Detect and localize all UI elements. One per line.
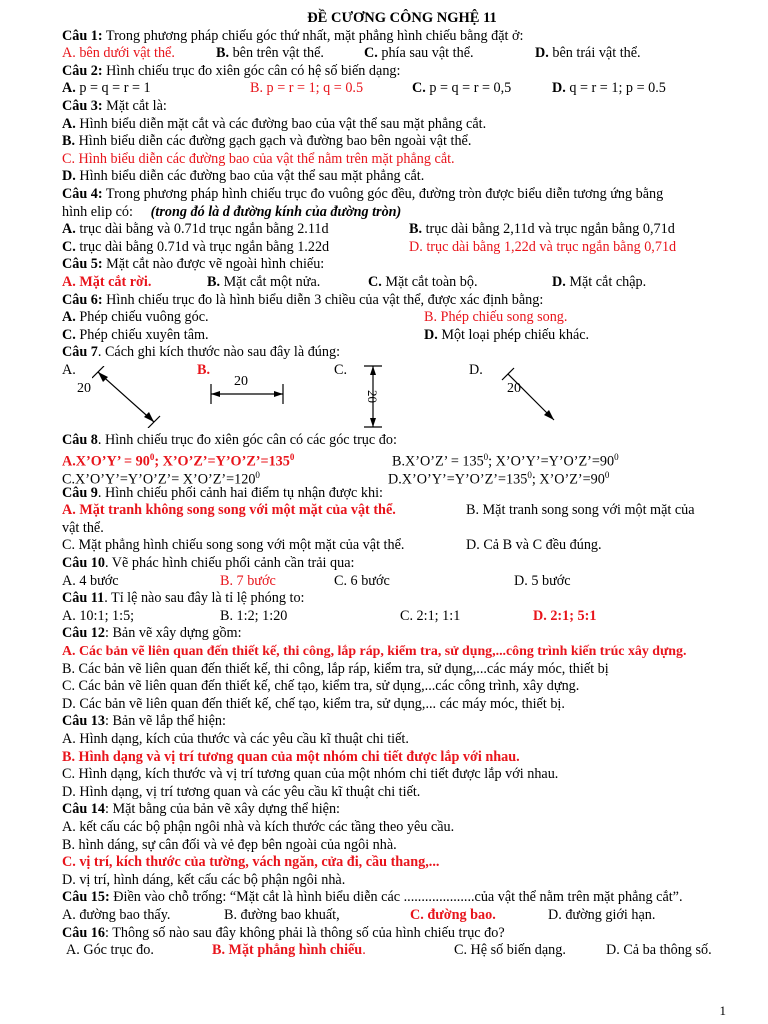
options-row xyxy=(62,309,742,327)
option-d: D. Hình dạng, vị trí tương quan và các yêu cầu kĩ thuật chi tiết. xyxy=(62,783,421,800)
option-c: C. Phép chiếu xuyên tâm. xyxy=(62,326,209,343)
option-b: B. Hình biểu diễn các đường gạch gạch và đường bao bên ngoài vật thể. xyxy=(62,133,472,150)
option-c: C. p = q = r = 0,5 xyxy=(412,80,512,97)
options-row xyxy=(62,573,742,591)
option-a: A.X’O’Y’ = $90^0$; $X’O’Z’=Y’O’Z’=135^0$ xyxy=(62,452,295,471)
option-a: A. kết cấu các bộ phận ngôi nhà và kích thước các tầng theo yêu cầu. xyxy=(62,818,455,835)
option-b: B. 7 bước xyxy=(220,572,276,589)
figure-a-dimension: 20 xyxy=(77,380,91,396)
question-text: Trong phương pháp chiếu góc thứ nhất, mặt phẳng hình chiếu bằng đặt ở: xyxy=(102,27,524,44)
question-text: Mặt cắt nào được vẽ ngoài hình chiếu: xyxy=(102,256,325,273)
option-b: B. Mặt tranh song song với một mặt của xyxy=(466,502,695,519)
options-row xyxy=(62,221,742,239)
options-row xyxy=(62,449,742,471)
question-1 xyxy=(62,28,742,46)
option-d: D. trục dài bằng 1,22d và trục ngắn bằng 0,71d xyxy=(409,238,677,255)
question-text: Trong phương pháp hình chiếu trục đo vuông góc đều, đường tròn được biểu diễn tương ứng bằng xyxy=(102,185,664,202)
option-c: C. đường bao. xyxy=(410,906,496,923)
figure-d-label: D. xyxy=(469,361,483,378)
question-text: . Vẽ phác hình chiếu phối cảnh cần trải qua: xyxy=(104,555,355,572)
option-b: B. Mặt cắt một nửa. xyxy=(207,273,321,290)
question-4-continued: hình elip có: (trong đó là d đường kính của đường tròn) xyxy=(62,203,402,220)
option-b: B.X’O’Z’ = $135^0$; $X’O’Y’=Y’O’Z’=90^0$ xyxy=(392,452,619,471)
option-b: B. đường bao khuất, xyxy=(224,906,340,923)
option-a: A. bên dưới vật thể. xyxy=(62,45,175,62)
question-15 xyxy=(62,889,742,907)
question-label: Câu 2: xyxy=(62,62,103,79)
figure-c-label: C. xyxy=(334,361,348,378)
option-d: D. Mặt cắt chập. xyxy=(552,273,647,290)
option-a: A. Phép chiếu vuông góc. xyxy=(62,309,209,326)
option-c: C. Hệ số biến dạng. xyxy=(454,942,566,959)
option-a: A. 10:1; 1:5; xyxy=(62,607,135,624)
figure-c-dimension: 20 xyxy=(365,389,380,403)
option-b: B. p = r = 1; q = 0.5 xyxy=(250,80,364,97)
option-c: C.X’O’Y’=Y’O’Z’= $X’O’Z’=120^0$ xyxy=(62,470,260,488)
option-d: D. Cả ba thông số. xyxy=(606,942,712,959)
options-row xyxy=(62,907,742,925)
option-c: C. Mặt cắt toàn bộ. xyxy=(368,273,478,290)
figure-b-dimension: 20 xyxy=(234,373,248,389)
option-b: B. Các bản vẽ liên quan đến thiết kế, thi công, lắp ráp, kiểm tra, sử dụng,...các máy móc, thiết bị xyxy=(62,660,609,677)
option-c: C. Hình dạng, kích thước và vị trí tương quan của một nhóm chi tiết được lắp với nhau. xyxy=(62,766,559,783)
options-row xyxy=(62,45,742,63)
options-row xyxy=(62,467,742,488)
option-b: B. hình dáng, sự cân đối và vẻ đẹp bên ngoài của ngôi nhà. xyxy=(62,836,397,853)
question-label: Câu 14 xyxy=(62,801,105,818)
figure-c-drawing xyxy=(362,364,384,430)
question-3 xyxy=(62,98,742,116)
option-c: C. Các bản vẽ liên quan đến thiết kế, chế tạo, kiểm tra, sử dụng,...các công trình, xây dựng. xyxy=(62,678,580,695)
options-row xyxy=(62,239,742,257)
option-a: A. đường bao thấy. xyxy=(62,906,171,923)
question-5 xyxy=(62,256,742,274)
option-d: D. Cả B và C đều đúng. xyxy=(466,537,602,554)
question-6 xyxy=(62,292,742,310)
option-c: C. trục dài bằng 0.71d và trục ngắn bằng 1.22d xyxy=(62,238,330,255)
options-row xyxy=(62,327,742,345)
options-row xyxy=(62,502,742,520)
option-d: D. 2:1; 5:1 xyxy=(533,607,597,624)
options-row xyxy=(62,608,742,626)
question-label: Câu 13 xyxy=(62,713,105,730)
option-b: B. trục dài bằng 2,11d và trục ngắn bằng 0,71d xyxy=(409,221,675,238)
question-text: Mặt cắt là: xyxy=(102,97,167,114)
question-7 xyxy=(62,344,742,362)
option-d: D. vị trí, hình dáng, kết cấu các bộ phận ngôi nhà. xyxy=(62,871,346,888)
question-label: Câu 11 xyxy=(62,590,105,607)
option-c: C. Hình biểu diễn các đường bao của vật thể nằm trên mặt phẳng cắt. xyxy=(62,150,455,167)
option-a: A. Hình dạng, kích của thước và các yêu cầu kĩ thuật chi tiết. xyxy=(62,730,409,747)
option-a: A. Mặt tranh không song song với một mặt của vật thể. xyxy=(62,502,396,519)
option-d: D. đường giới hạn. xyxy=(548,906,656,923)
question-text: . Hình chiếu phối cảnh hai điểm tụ nhận được khi: xyxy=(97,484,383,501)
option-b-continued: vật thể. xyxy=(62,519,104,536)
figure-d-drawing xyxy=(500,366,562,428)
question-label: Câu 5: xyxy=(62,256,103,273)
question-label: Câu 7 xyxy=(62,344,98,361)
option-b: B. bên trên vật thể. xyxy=(216,45,324,62)
options-row xyxy=(62,80,742,98)
question-4 xyxy=(62,186,742,204)
question-2 xyxy=(62,63,742,81)
question-12 xyxy=(62,625,742,643)
option-b: B. 1:2; 1:20 xyxy=(220,607,288,624)
question-label: Câu 15: xyxy=(62,889,110,906)
question-text: . Cách ghi kích thước nào sau đây là đúng: xyxy=(97,344,341,361)
option-c: C. 2:1; 1:1 xyxy=(400,607,461,624)
figure-a-label: A. xyxy=(62,361,76,378)
option-c: C. Mặt phẳng hình chiếu song song với một mặt của vật thể. xyxy=(62,537,405,554)
option-d: D. bên trái vật thể. xyxy=(535,45,641,62)
question-note: (trong đó là d đường kính của đường tròn) xyxy=(150,203,402,220)
question-text: : Bản vẽ xây dựng gồm: xyxy=(104,625,242,642)
option-d: D. 5 bước xyxy=(514,572,571,589)
figure-a-drawing xyxy=(92,366,162,428)
option-b: B. Mặt phẳng hình chiếu. xyxy=(212,942,366,959)
question-label: Câu 3: xyxy=(62,97,103,114)
dimension-figures xyxy=(62,362,742,432)
question-text: . Tỉ lệ nào sau đây là tỉ lệ phóng to: xyxy=(104,590,305,607)
question-text: : Bản vẽ lắp thể hiện: xyxy=(104,713,226,730)
option-b: B. Hình dạng và vị trí tương quan của một nhóm chi tiết được lắp với nhau. xyxy=(62,748,520,765)
question-16 xyxy=(62,925,742,943)
options-row xyxy=(62,537,742,555)
option-a: A. p = q = r = 1 xyxy=(62,80,151,97)
page-title: ĐỀ CƯƠNG CÔNG NGHỆ 11 xyxy=(307,10,497,26)
question-11 xyxy=(62,590,742,608)
question-label: Câu 9 xyxy=(62,484,98,501)
option-a: A. 4 bước xyxy=(62,572,119,589)
question-label: Câu 16 xyxy=(62,924,105,941)
page-number: 1 xyxy=(719,1003,726,1019)
option-d: D. Các bản vẽ liên quan đến thiết kế, chế tạo, kiểm tra, sử dụng,... các máy móc, thiết bị. xyxy=(62,695,565,712)
option-d: D. Hình biểu diễn các đường bao của vật thể sau mặt phẳng cắt. xyxy=(62,168,425,185)
option-d: D. Một loại phép chiếu khác. xyxy=(424,326,590,343)
option-a: A. Góc trục đo. xyxy=(66,942,154,959)
question-text: . Hình chiếu trục đo xiên góc cân có các góc trục đo: xyxy=(97,431,397,448)
question-text: Điền vào chỗ trống: “Mặt cắt là hình biểu diễn các ....................của vật thể nằm trên mặt phẳng cắt”. xyxy=(109,889,683,906)
figure-d-dimension: 20 xyxy=(507,380,521,396)
question-label: Câu 4: xyxy=(62,185,103,202)
option-a: A. Các bản vẽ liên quan đến thiết kế, thi công, lắp ráp, kiểm tra, sử dụng,...công trình kiến trúc xây dựng. xyxy=(62,644,687,659)
figure-b-label: B. xyxy=(197,361,211,378)
option-a: A. trục dài bằng và 0.71d trục ngắn bằng 2.11d xyxy=(62,221,329,238)
option-d: D. q = r = 1; p = 0.5 xyxy=(552,80,666,97)
question-text: : Mặt bằng của bản vẽ xây dựng thể hiện: xyxy=(104,801,340,818)
question-label: Câu 6: xyxy=(62,291,103,308)
figure-b-drawing xyxy=(208,384,288,406)
question-text: Hình chiếu trục đo xiên góc cân có hệ số biến dạng: xyxy=(102,62,401,79)
question-text: : Thông số nào sau đây không phải là thông số của hình chiếu trục đo? xyxy=(104,924,505,941)
option-a: A. Hình biểu diễn mặt cắt và các đường bao của vật thể sau mặt phẳng cắt. xyxy=(62,115,487,132)
options-row xyxy=(62,942,742,960)
question-label: Câu 8 xyxy=(62,431,98,448)
option-c: C. phía sau vật thể. xyxy=(364,45,474,62)
question-10 xyxy=(62,555,742,573)
option-c: C. 6 bước xyxy=(334,572,390,589)
question-8 xyxy=(62,432,742,450)
option-a: A. Mặt cắt rời. xyxy=(62,273,152,290)
question-label: Câu 12 xyxy=(62,625,105,642)
question-label: Câu 1: xyxy=(62,27,103,44)
option-b: B. Phép chiếu song song. xyxy=(424,309,568,326)
question-13 xyxy=(62,713,742,731)
exam-page xyxy=(62,10,742,960)
option-d: $D.X’O’Y’=Y’O’Z’=135^0$; $X’O’Z’=90^0$ xyxy=(388,470,610,488)
question-label: Câu 10 xyxy=(62,555,105,572)
options-row xyxy=(62,274,742,292)
question-14 xyxy=(62,801,742,819)
question-text: Hình chiếu trục đo là hình biểu diễn 3 chiều của vật thể, được xác định bằng: xyxy=(102,291,544,308)
option-c: C. vị trí, kích thước của tường, vách ngăn, cửa đi, cầu thang,... xyxy=(62,854,440,871)
